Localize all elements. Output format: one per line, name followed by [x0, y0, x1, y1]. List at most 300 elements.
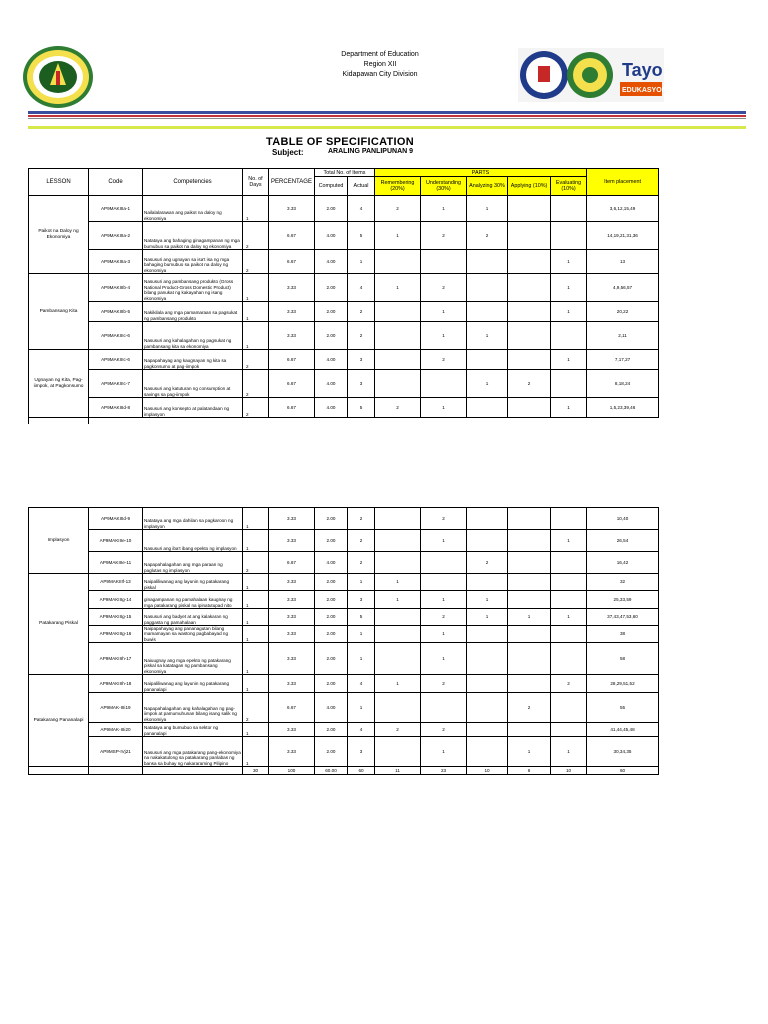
- code-cell: AP9MAKIIIc-7: [89, 370, 143, 398]
- analyzing-cell: [467, 398, 508, 418]
- understanding-cell: 2: [421, 675, 467, 693]
- evaluating-cell: [551, 643, 587, 675]
- applying-cell: [508, 552, 551, 574]
- item-placement-cell: 55: [587, 693, 659, 723]
- percentage-cell: 3.33: [269, 643, 315, 675]
- applying-cell: [508, 398, 551, 418]
- remembering-cell: [375, 322, 421, 350]
- table-row: [29, 196, 659, 222]
- school-seal-logo: [22, 45, 94, 114]
- analyzing-cell: [467, 350, 508, 370]
- remembering-cell: [375, 530, 421, 552]
- code-cell: AP9MSP-IVj21: [89, 737, 143, 767]
- remembering-cell: [375, 370, 421, 398]
- stripe-red: [28, 115, 746, 117]
- days-cell: 1: [243, 591, 269, 609]
- total-app-cell: 6: [508, 767, 551, 775]
- item-placement-cell: 58: [587, 643, 659, 675]
- code-cell: AP9MAKIIId-8: [89, 398, 143, 418]
- competency-cell: Nasusuri ang badyet at ang kalakaran ng paggasta ng pamahalaan: [143, 609, 243, 626]
- table-row: [29, 591, 659, 609]
- computed-cell: 2.00: [315, 508, 348, 530]
- computed-cell: 2.00: [315, 591, 348, 609]
- computed-cell: 2.00: [315, 675, 348, 693]
- col-computed: Computed: [315, 177, 348, 196]
- remembering-cell: [375, 643, 421, 675]
- understanding-cell: [421, 552, 467, 574]
- spec-table-page-2: [28, 507, 659, 775]
- actual-cell: 2: [348, 552, 375, 574]
- evaluating-cell: [551, 626, 587, 643]
- percentage-cell: 3.33: [269, 675, 315, 693]
- blank-cell: [269, 418, 315, 424]
- table-row: [29, 552, 659, 574]
- days-cell: 2: [243, 398, 269, 418]
- understanding-cell: 2: [421, 274, 467, 302]
- analyzing-cell: [467, 302, 508, 322]
- remembering-cell: [375, 552, 421, 574]
- analyzing-cell: [467, 626, 508, 643]
- table-row: [29, 302, 659, 322]
- blank-cell: [89, 767, 143, 775]
- actual-cell: 5: [348, 398, 375, 418]
- percentage-cell: 6.67: [269, 250, 315, 274]
- competency-cell: Nasusuri ang katuturan ng consumption at savings sa pag-iimpok: [143, 370, 243, 398]
- evaluating-cell: [551, 508, 587, 530]
- item-placement-cell: 26,54: [587, 530, 659, 552]
- blank-cell: [587, 418, 659, 424]
- percentage-cell: 3.33: [269, 196, 315, 222]
- days-cell: 1: [243, 574, 269, 591]
- lesson-cell: Pambansang Kita: [29, 274, 89, 350]
- evaluating-cell: 1: [551, 250, 587, 274]
- table-row: [29, 574, 659, 591]
- item-placement-cell: 1,5,23,39,46: [587, 398, 659, 418]
- evaluating-cell: [551, 591, 587, 609]
- table-row: [29, 675, 659, 693]
- actual-cell: 4: [348, 723, 375, 737]
- header-line-region: Region XII: [363, 61, 397, 68]
- percentage-cell: 6.67: [269, 552, 315, 574]
- header-block: [290, 50, 470, 80]
- code-cell: AP9MAKIIIh-18: [89, 675, 143, 693]
- competency-cell: Naipaliliwanag ang layunin ng patakarang pananalapi: [143, 675, 243, 693]
- computed-cell: 2.00: [315, 643, 348, 675]
- table-row: [29, 508, 659, 530]
- actual-cell: 3: [348, 591, 375, 609]
- percentage-cell: 3.33: [269, 302, 315, 322]
- lesson-cell: Patakarang Pananalapi: [29, 675, 89, 767]
- item-placement-cell: 28,29,51,52: [587, 675, 659, 693]
- remembering-cell: 2: [375, 723, 421, 737]
- total-place-cell: 60: [587, 767, 659, 775]
- stripe-gray: [28, 118, 746, 119]
- remembering-cell: [375, 350, 421, 370]
- competency-cell: Naipaliliwanag ang layunin ng patakarang piskal: [143, 574, 243, 591]
- total-und-cell: 23: [421, 767, 467, 775]
- item-placement-cell: 32: [587, 574, 659, 591]
- col-lesson: LESSON: [29, 169, 89, 196]
- evaluating-cell: [551, 574, 587, 591]
- competency-cell: Naiuugnay ang mga epekto ng patakarang piskal sa katatagan ng pambansang ekonomiya: [143, 643, 243, 675]
- actual-cell: 2: [348, 508, 375, 530]
- blank-cell: [143, 418, 243, 424]
- evaluating-cell: [551, 196, 587, 222]
- table-row: [29, 322, 659, 350]
- code-cell: AP9MAKIIIg-15: [89, 609, 143, 626]
- applying-cell: [508, 591, 551, 609]
- competency-cell: Naipapahayag ang pananagutan bilang mamamayan sa wastong pagbabayad ng buwis: [143, 626, 243, 643]
- analyzing-cell: 1: [467, 370, 508, 398]
- computed-cell: 2.00: [315, 530, 348, 552]
- percentage-cell: 3.33: [269, 508, 315, 530]
- item-placement-cell: 41,44,45,48: [587, 723, 659, 737]
- code-cell: AP9MAKIIIa-3: [89, 250, 143, 274]
- lesson-cell: Implasyon: [29, 508, 89, 574]
- understanding-cell: [421, 693, 467, 723]
- header-line-division: Kidapawan City Division: [342, 71, 418, 78]
- computed-cell: 2.00: [315, 609, 348, 626]
- competency-cell: Natataya ang mga dahilan sa pagkaroon ng implasyon: [143, 508, 243, 530]
- code-cell: AP9MAKIIIf-13: [89, 574, 143, 591]
- evaluating-cell: 1: [551, 398, 587, 418]
- applying-cell: [508, 322, 551, 350]
- computed-cell: 4.00: [315, 350, 348, 370]
- remembering-cell: 1: [375, 222, 421, 250]
- competency-cell: Nasusuri ang mga patakarang pang-ekonomiya na nakakatulong sa patakarang panlabas ng bansa sa buhay ng nakararaming Pilipino: [143, 737, 243, 767]
- actual-cell: 1: [348, 693, 375, 723]
- computed-cell: 2.00: [315, 626, 348, 643]
- table-row: [29, 643, 659, 675]
- remembering-cell: [375, 737, 421, 767]
- svg-text:Tayo: Tayo: [622, 60, 663, 80]
- competency-cell: Napapahalagahan ang kahalagahan ng pag-iimpok at pamumuhunan bilang isang salik ng ekonomiya: [143, 693, 243, 723]
- table-row: [29, 737, 659, 767]
- applying-cell: [508, 508, 551, 530]
- item-placement-cell: 38: [587, 626, 659, 643]
- understanding-cell: 2: [421, 723, 467, 737]
- understanding-cell: 2: [421, 350, 467, 370]
- analyzing-cell: 1: [467, 196, 508, 222]
- actual-cell: 1: [348, 643, 375, 675]
- code-cell: AP9MAKIIIa-2: [89, 222, 143, 250]
- days-cell: 1: [243, 723, 269, 737]
- percentage-cell: 3.33: [269, 322, 315, 350]
- evaluating-cell: 1: [551, 737, 587, 767]
- percentage-cell: 3.33: [269, 530, 315, 552]
- blank-cell: [89, 418, 143, 424]
- remembering-cell: 2: [375, 398, 421, 418]
- blank-cell: [421, 418, 467, 424]
- actual-cell: 2: [348, 530, 375, 552]
- remembering-cell: 2: [375, 196, 421, 222]
- understanding-cell: 1: [421, 591, 467, 609]
- svg-text:EDUKASYON: EDUKASYON: [622, 87, 664, 94]
- total-computed-cell: 60.00: [315, 767, 348, 775]
- applying-cell: 1: [508, 609, 551, 626]
- applying-cell: [508, 675, 551, 693]
- remembering-cell: 1: [375, 675, 421, 693]
- col-code: Code: [89, 169, 143, 196]
- evaluating-cell: 1: [551, 350, 587, 370]
- days-cell: 1: [243, 322, 269, 350]
- applying-cell: [508, 530, 551, 552]
- understanding-cell: 2: [421, 222, 467, 250]
- remembering-cell: 1: [375, 591, 421, 609]
- analyzing-cell: 1: [467, 322, 508, 350]
- computed-cell: 2.00: [315, 302, 348, 322]
- percentage-cell: 3.33: [269, 574, 315, 591]
- days-cell: 1: [243, 274, 269, 302]
- understanding-cell: 2: [421, 609, 467, 626]
- total-days-cell: 30: [243, 767, 269, 775]
- computed-cell: 2.00: [315, 737, 348, 767]
- actual-cell: 3: [348, 350, 375, 370]
- actual-cell: 1: [348, 626, 375, 643]
- blank-cell: [29, 767, 89, 775]
- item-placement-cell: 10,40: [587, 508, 659, 530]
- item-placement-cell: 30,34,35: [587, 737, 659, 767]
- blank-cell: [315, 418, 348, 424]
- actual-cell: 1: [348, 574, 375, 591]
- stripe-blue: [28, 111, 746, 114]
- col-percentage: PERCENTAGE: [269, 169, 315, 196]
- days-cell: 2: [243, 222, 269, 250]
- col-competencies: Competencies: [143, 169, 243, 196]
- understanding-cell: 1: [421, 737, 467, 767]
- blank-cell: [508, 418, 551, 424]
- evaluating-cell: [551, 370, 587, 398]
- understanding-cell: [421, 250, 467, 274]
- total-eva-cell: 10: [551, 767, 587, 775]
- percentage-cell: 6.67: [269, 398, 315, 418]
- competency-cell: Napapahayag ang kaugnayan ng kita sa pagkonsumo at pag-iimpok: [143, 350, 243, 370]
- subject-label: Subject:: [272, 148, 304, 157]
- col-days: No. of Days: [243, 169, 269, 196]
- item-placement-cell: 13: [587, 250, 659, 274]
- code-cell: AP9MAKIIIb-5: [89, 302, 143, 322]
- evaluating-cell: 2: [551, 675, 587, 693]
- item-placement-cell: 20,22: [587, 302, 659, 322]
- lesson-cell: Ugnayan ng Kita, Pag-iimpok, at Pagkonsumo: [29, 350, 89, 418]
- understanding-cell: [421, 370, 467, 398]
- computed-cell: 2.00: [315, 274, 348, 302]
- table-row: [29, 350, 659, 370]
- analyzing-cell: [467, 530, 508, 552]
- blank-cell: [348, 418, 375, 424]
- actual-cell: 4: [348, 675, 375, 693]
- blank-cell: [143, 767, 243, 775]
- percentage-cell: 6.67: [269, 222, 315, 250]
- understanding-cell: 1: [421, 302, 467, 322]
- computed-cell: 4.00: [315, 222, 348, 250]
- col-parts: PARTS: [375, 169, 587, 177]
- table-row-trailing: [29, 418, 659, 424]
- evaluating-cell: 1: [551, 274, 587, 302]
- applying-cell: [508, 723, 551, 737]
- blank-cell: [551, 418, 587, 424]
- code-cell: AP9MAKIIIg-14: [89, 591, 143, 609]
- analyzing-cell: [467, 693, 508, 723]
- understanding-cell: 2: [421, 508, 467, 530]
- actual-cell: 4: [348, 274, 375, 302]
- understanding-cell: 1: [421, 196, 467, 222]
- applying-cell: [508, 626, 551, 643]
- computed-cell: 4.00: [315, 552, 348, 574]
- code-cell: AP9MAKIIIe-10: [89, 530, 143, 552]
- understanding-cell: 1: [421, 643, 467, 675]
- total-pct-cell: 100: [269, 767, 315, 775]
- remembering-cell: 1: [375, 574, 421, 591]
- code-cell: AP9MAK-IIIi20: [89, 723, 143, 737]
- evaluating-cell: [551, 552, 587, 574]
- competency-cell: Nasusuri ang konsepto at palatandaan ng implasyon: [143, 398, 243, 418]
- total-ana-cell: 10: [467, 767, 508, 775]
- days-cell: 2: [243, 370, 269, 398]
- stripe-green: [28, 126, 746, 129]
- code-cell: AP9MAKIIIc-6: [89, 322, 143, 350]
- actual-cell: 5: [348, 222, 375, 250]
- col-analyzing: Analyzing 30%: [467, 177, 508, 196]
- days-cell: 1: [243, 737, 269, 767]
- table-row: [29, 609, 659, 626]
- analyzing-cell: [467, 274, 508, 302]
- competency-cell: Nasusuri ang ugnayan sa isa't isa ng mga bahaging bumubuo sa paikot na daloy ng ekonomiya: [143, 250, 243, 274]
- item-placement-cell: 7,17,27: [587, 350, 659, 370]
- percentage-cell: 3.33: [269, 737, 315, 767]
- computed-cell: 2.00: [315, 574, 348, 591]
- analyzing-cell: [467, 737, 508, 767]
- remembering-cell: [375, 609, 421, 626]
- col-item-placement: Item placement: [587, 169, 659, 196]
- code-cell: AP9MAKIIId-9: [89, 508, 143, 530]
- applying-cell: [508, 196, 551, 222]
- competency-cell: Napapahalagahan ang mga paraan ng paglutas ng implasyon: [143, 552, 243, 574]
- code-cell: AP9MAKIIIb-4: [89, 274, 143, 302]
- evaluating-cell: [551, 723, 587, 737]
- computed-cell: 2.00: [315, 322, 348, 350]
- analyzing-cell: 2: [467, 552, 508, 574]
- days-cell: 2: [243, 250, 269, 274]
- page-title: TABLE OF SPECIFICATION: [266, 136, 414, 148]
- lesson-cell: Paikot na Daloy ng Ekonomiya: [29, 196, 89, 274]
- actual-cell: 5: [348, 609, 375, 626]
- evaluating-cell: 1: [551, 530, 587, 552]
- blank-cell: [375, 418, 421, 424]
- remembering-cell: [375, 250, 421, 274]
- percentage-cell: 6.67: [269, 693, 315, 723]
- computed-cell: 4.00: [315, 370, 348, 398]
- remembering-cell: [375, 302, 421, 322]
- table-row: [29, 693, 659, 723]
- computed-cell: 4.00: [315, 693, 348, 723]
- total-rem-cell: 11: [375, 767, 421, 775]
- percentage-cell: 3.33: [269, 609, 315, 626]
- code-cell: AP9MAKIIIc-6: [89, 350, 143, 370]
- deped-logos: [518, 48, 664, 107]
- applying-cell: 1: [508, 737, 551, 767]
- evaluating-cell: 1: [551, 609, 587, 626]
- table-row: [29, 274, 659, 302]
- code-cell: AP9MAKIIIe-11: [89, 552, 143, 574]
- col-actual: Actual: [348, 177, 375, 196]
- remembering-cell: [375, 508, 421, 530]
- evaluating-cell: [551, 693, 587, 723]
- item-placement-cell: 16,42: [587, 552, 659, 574]
- percentage-cell: 3.33: [269, 591, 315, 609]
- header-line-department: Department of Education: [341, 51, 419, 58]
- computed-cell: 4.00: [315, 398, 348, 418]
- understanding-cell: [421, 574, 467, 591]
- col-understanding: Understanding (30%): [421, 177, 467, 196]
- percentage-cell: 3.33: [269, 723, 315, 737]
- days-cell: 1: [243, 609, 269, 626]
- col-total-items: Total No. of Items: [315, 169, 375, 177]
- col-evaluating: Evaluating (10%): [551, 177, 587, 196]
- table-row: [29, 222, 659, 250]
- understanding-cell: 1: [421, 322, 467, 350]
- remembering-cell: 1: [375, 274, 421, 302]
- understanding-cell: 1: [421, 530, 467, 552]
- remembering-cell: [375, 626, 421, 643]
- remembering-cell: [375, 693, 421, 723]
- lesson-cell: Patakarang Piskal: [29, 574, 89, 675]
- item-placement-cell: 14,19,21,31,36: [587, 222, 659, 250]
- applying-cell: [508, 250, 551, 274]
- table-row: [29, 370, 659, 398]
- days-cell: 1: [243, 643, 269, 675]
- code-cell: AP9MAKIIIa-1: [89, 196, 143, 222]
- analyzing-cell: [467, 250, 508, 274]
- applying-cell: 2: [508, 370, 551, 398]
- days-cell: 1: [243, 508, 269, 530]
- code-cell: AP9MAK-IIIi19: [89, 693, 143, 723]
- col-applying: Applying (10%): [508, 177, 551, 196]
- evaluating-cell: [551, 322, 587, 350]
- applying-cell: [508, 574, 551, 591]
- understanding-cell: 1: [421, 626, 467, 643]
- table-row: [29, 530, 659, 552]
- percentage-cell: 3.33: [269, 626, 315, 643]
- days-cell: 2: [243, 693, 269, 723]
- subject-value: ARALING PANLIPUNAN 9: [328, 148, 414, 155]
- analyzing-cell: [467, 723, 508, 737]
- analyzing-cell: [467, 675, 508, 693]
- table-row: [29, 250, 659, 274]
- percentage-cell: 3.33: [269, 274, 315, 302]
- applying-cell: [508, 302, 551, 322]
- days-cell: 1: [243, 302, 269, 322]
- days-cell: 2: [243, 552, 269, 574]
- blank-cell: [243, 418, 269, 424]
- totals-row: [29, 767, 659, 775]
- competency-cell: Nasusuri ang kahalagahan ng pagsukat ng pambansang kita sa ekonomiya: [143, 322, 243, 350]
- percentage-cell: 6.67: [269, 370, 315, 398]
- code-cell: AP9MAKIIIg-16: [89, 626, 143, 643]
- table-row: [29, 398, 659, 418]
- actual-cell: 2: [348, 302, 375, 322]
- evaluating-cell: [551, 222, 587, 250]
- applying-cell: [508, 350, 551, 370]
- item-placement-cell: 8,18,24: [587, 370, 659, 398]
- applying-cell: [508, 643, 551, 675]
- competency-cell: Natataya ang bumubuo sa sektor ng pananalapi: [143, 723, 243, 737]
- analyzing-cell: [467, 508, 508, 530]
- understanding-cell: 1: [421, 398, 467, 418]
- days-cell: 1: [243, 196, 269, 222]
- table-row: [29, 626, 659, 643]
- applying-cell: [508, 274, 551, 302]
